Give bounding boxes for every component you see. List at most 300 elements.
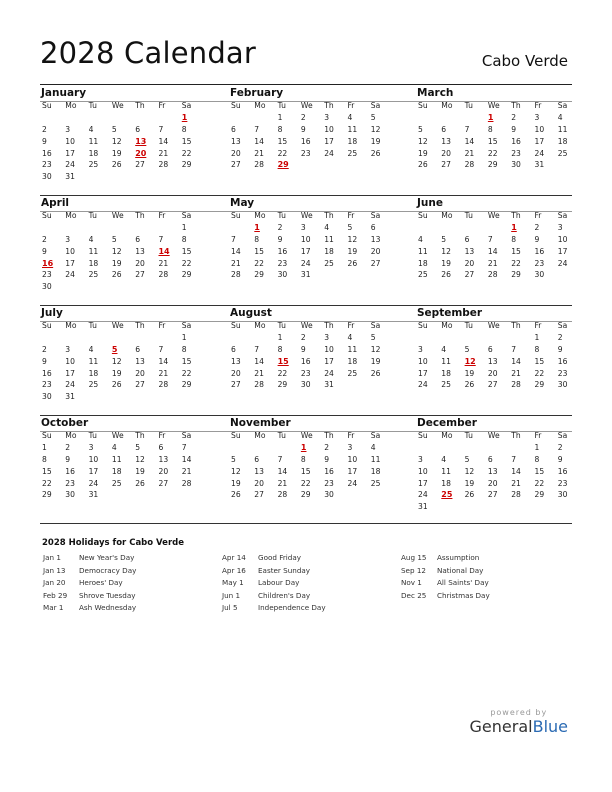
day-cell: 15 [181,356,192,366]
month-name: June [417,197,443,209]
day-cell: 13 [231,136,241,146]
holiday-date: Apr 14 [222,553,246,562]
day-cell: 24 [300,258,311,268]
day-cell: 21 [254,148,264,158]
day-cell: 19 [135,466,145,476]
day-cell: 23 [557,368,568,378]
day-cell: 26 [370,148,381,158]
empty-cell [416,112,439,124]
day-cell: 26 [135,478,145,488]
holiday-date: Jan 20 [43,578,66,587]
day-cell: 8 [300,454,306,464]
day-cell: 7 [158,124,164,134]
empty-cell [509,442,532,454]
day-cell: 23 [42,160,52,170]
day-cell: 4 [88,344,94,354]
day-cell: 30 [65,490,75,500]
day-cell: 30 [534,270,545,280]
day-cell: 20 [370,246,381,256]
day-cell: 19 [418,148,428,158]
day-cell: 11 [88,136,99,146]
day-cell: 7 [487,234,493,244]
day-cell: 1 [181,222,187,232]
day-cell: 3 [65,344,71,354]
weekday-header: Sa [557,211,568,220]
month-name: February [230,87,284,99]
day-cell: 27 [487,380,498,390]
day-cell: 9 [42,136,47,146]
day-cell: 21 [511,478,521,488]
day-cell: 29 [277,380,288,390]
day-cell: 5 [111,234,117,244]
day-cell: 23 [42,380,52,390]
month-name: May [230,197,255,209]
day-cell: 23 [42,270,52,280]
day-cell: 22 [181,148,192,158]
day-cell: 8 [181,234,187,244]
day-cell: 9 [42,246,47,256]
day-cell: 2 [65,442,71,452]
day-cell: 6 [231,344,236,354]
day-cell: 13 [441,136,451,146]
day-cell: 27 [231,160,241,170]
day-cell: 3 [324,332,330,342]
day-cell: 21 [254,368,264,378]
day-cell: 18 [418,258,428,268]
top-divider [40,84,572,85]
day-cell: 4 [88,234,94,244]
holiday-day: 1 [487,112,494,122]
weekday-header: Tu [277,321,286,330]
day-cell: 19 [111,148,122,158]
day-cell: 26 [441,270,451,280]
empty-cell [252,332,275,344]
day-cell: 8 [181,344,187,354]
month-name: July [41,307,63,319]
weekday-header: Fr [534,211,542,220]
day-cell: 1 [181,332,187,342]
day-cell: 28 [158,160,169,170]
month-name: September [417,307,483,319]
day-cell: 6 [158,442,164,452]
day-cell: 23 [557,478,568,488]
day-cell: 5 [135,442,141,452]
day-cell: 31 [418,502,428,512]
day-cell: 25 [441,380,451,390]
day-cell: 19 [370,136,381,146]
day-cell: 13 [254,466,264,476]
holiday-name: Democracy Day [79,565,137,575]
empty-cell [486,222,509,234]
day-cell: 10 [347,454,358,464]
weekday-header: We [300,211,313,220]
day-cell: 23 [511,148,521,158]
day-cell: 22 [487,148,498,158]
day-cell: 11 [441,466,451,476]
day-cell: 1 [534,442,540,452]
day-cell: 5 [231,454,236,464]
day-cell: 13 [487,356,498,366]
day-cell: 29 [534,490,545,500]
day-cell: 12 [111,246,122,256]
weekday-header: Su [42,101,52,110]
day-cell: 6 [254,454,260,464]
day-cell: 30 [42,172,52,182]
row-divider [40,305,572,306]
day-cell: 8 [254,234,260,244]
day-cell: 12 [464,466,475,476]
day-cell: 7 [231,234,236,244]
month-name: October [41,417,89,429]
day-cell: 15 [254,246,264,256]
weekday-header: Su [231,431,241,440]
day-cell: 17 [324,356,334,366]
day-cell: 20 [464,258,475,268]
weekday-header: Th [511,321,521,330]
day-cell: 29 [181,270,192,280]
day-cell: 8 [42,454,47,464]
weekday-header: We [487,101,500,110]
holiday-day: 1 [511,222,517,232]
holiday-row [401,552,576,565]
weekday-header: We [300,431,313,440]
weekday-header: Fr [158,211,166,220]
holiday-row [222,552,397,565]
day-cell: 23 [324,478,334,488]
day-cell: 29 [42,490,52,500]
day-cell: 19 [231,478,241,488]
day-cell: 22 [181,258,192,268]
holiday-day: 1 [181,112,188,122]
brand-name-blue: Blue [532,717,568,736]
holiday-date: Feb 29 [43,590,68,600]
holiday-row [401,577,576,590]
day-cell: 12 [111,356,122,366]
empty-cell [87,112,110,124]
day-cell: 29 [511,270,521,280]
day-cell: 27 [135,270,145,280]
day-cell: 27 [464,270,475,280]
day-cell: 30 [557,490,568,500]
holiday-name: Independence Day [258,603,326,612]
day-cell: 25 [324,258,334,268]
day-cell: 28 [254,160,264,170]
day-cell: 25 [557,148,568,158]
day-cell: 18 [441,368,451,378]
weekday-header: Su [231,211,241,220]
day-cell: 20 [441,148,451,158]
day-cell: 4 [324,222,330,232]
day-cell: 18 [88,258,99,268]
holiday-day: 5 [111,344,118,354]
day-cell: 19 [464,368,475,378]
day-cell: 24 [65,380,75,390]
weekday-header: Sa [370,211,381,220]
day-cell: 13 [487,466,498,476]
day-cell: 27 [135,380,145,390]
weekday-header: Mo [254,431,266,440]
empty-cell [110,112,133,124]
day-cell: 17 [418,478,428,488]
holiday-column [401,552,576,602]
day-cell: 14 [511,466,521,476]
holiday-day: 1 [300,442,307,452]
day-cell: 13 [231,356,241,366]
day-cell: 27 [254,490,264,500]
day-cell: 16 [324,466,334,476]
holiday-name: Children's Day [258,590,311,600]
weekday-header: Mo [65,101,77,110]
day-cell: 10 [324,124,334,134]
empty-cell [463,112,486,124]
weekday-header: Tu [277,211,286,220]
day-cell: 24 [324,148,334,158]
day-cell: 15 [181,136,192,146]
day-cell: 4 [370,442,376,452]
day-cell: 7 [254,124,260,134]
day-cell: 18 [370,466,381,476]
day-cell: 28 [181,478,192,488]
day-cell: 12 [370,124,381,134]
empty-cell [156,222,179,234]
day-cell: 2 [42,344,47,354]
day-cell: 20 [158,466,169,476]
day-cell: 19 [111,368,122,378]
empty-cell [110,222,133,234]
day-cell: 21 [158,148,169,158]
day-cell: 6 [441,124,447,134]
holiday-name: Christmas Day [437,590,490,600]
weekday-header: Th [324,101,334,110]
day-cell: 12 [231,466,241,476]
day-cell: 9 [300,344,306,354]
day-cell: 7 [158,344,164,354]
holidays-title: 2028 Holidays for Cabo Verde [42,538,184,548]
weekday-header: Sa [370,431,381,440]
day-cell: 14 [277,466,288,476]
holiday-day: 1 [254,222,260,232]
weekday-header: Mo [441,101,453,110]
day-cell: 30 [324,490,334,500]
day-cell: 10 [65,136,75,146]
day-cell: 12 [441,246,451,256]
weekday-header: Sa [370,101,381,110]
day-cell: 14 [158,356,169,366]
weekday-header: Th [135,321,145,330]
empty-cell [229,332,252,344]
weekday-header: We [487,211,500,220]
day-cell: 30 [300,380,311,390]
day-cell: 11 [418,246,428,256]
day-cell: 6 [370,222,376,232]
day-cell: 20 [487,478,498,488]
weekday-header: Sa [557,321,568,330]
holiday-date: Aug 15 [401,553,427,562]
day-cell: 13 [158,454,169,464]
weekday-header: We [111,211,124,220]
day-cell: 20 [254,478,264,488]
day-cell: 17 [65,258,75,268]
day-cell: 17 [324,136,334,146]
weekday-header: Fr [534,431,542,440]
weekday-header: Fr [534,101,542,110]
month-grid [40,430,198,501]
day-cell: 22 [511,258,521,268]
weekday-header: Mo [65,211,77,220]
weekday-header: Su [418,211,428,220]
weekday-header: Th [135,101,145,110]
day-cell: 31 [65,392,75,402]
holiday-day: 20 [135,148,147,158]
day-cell: 6 [487,344,493,354]
month-name-underline [40,321,572,322]
empty-cell [87,332,110,344]
weekday-header: Sa [181,211,192,220]
holiday-row [222,565,397,578]
month-august [229,306,387,391]
empty-cell [486,442,509,454]
day-cell: 9 [557,344,563,354]
empty-cell [463,332,486,344]
weekday-header: Su [231,321,241,330]
weekday-header: Tu [464,431,473,440]
day-cell: 28 [254,380,264,390]
day-cell: 22 [277,368,288,378]
month-grid [40,210,198,293]
day-cell: 11 [557,124,568,134]
day-cell: 27 [158,478,169,488]
day-cell: 7 [511,344,517,354]
holiday-name: Shrove Tuesday [79,590,136,600]
day-cell: 30 [277,270,288,280]
day-cell: 25 [347,368,358,378]
holiday-day: 29 [277,160,289,170]
day-cell: 29 [300,490,311,500]
day-cell: 20 [487,368,498,378]
day-cell: 2 [42,234,47,244]
month-grid [416,100,574,171]
day-cell: 12 [418,136,428,146]
row-divider [40,523,572,524]
holiday-name: National Day [437,565,484,575]
day-cell: 26 [464,380,475,390]
day-cell: 15 [300,466,311,476]
day-cell: 3 [324,112,330,122]
weekday-header: Fr [347,321,355,330]
day-cell: 8 [534,454,540,464]
day-cell: 26 [418,160,428,170]
holiday-date: Jan 13 [43,565,66,575]
day-cell: 30 [42,392,52,402]
day-cell: 18 [88,148,99,158]
day-cell: 8 [487,124,493,134]
day-cell: 22 [42,478,52,488]
day-cell: 9 [534,234,540,244]
weekday-header: Sa [370,321,381,330]
empty-cell [252,442,275,454]
day-cell: 3 [534,112,540,122]
day-cell: 2 [277,222,283,232]
holiday-row [222,577,397,590]
weekday-header: Su [418,101,428,110]
day-cell: 17 [418,368,428,378]
month-name: November [230,417,291,429]
holiday-row [43,565,218,578]
holiday-name: Assumption [437,553,480,562]
day-cell: 10 [534,124,545,134]
day-cell: 25 [347,148,358,158]
day-cell: 18 [557,136,568,146]
row-divider [40,415,572,416]
day-cell: 10 [418,466,428,476]
month-november [229,416,387,501]
empty-cell [416,332,439,344]
day-cell: 4 [441,344,447,354]
day-cell: 19 [347,246,358,256]
day-cell: 21 [231,258,241,268]
day-cell: 4 [111,442,117,452]
day-cell: 2 [300,332,306,342]
empty-cell [229,442,252,454]
day-cell: 1 [277,332,283,342]
weekday-header: Fr [347,431,355,440]
holiday-column [43,552,218,615]
weekday-header: Th [511,211,521,220]
weekday-header: Fr [534,321,542,330]
day-cell: 3 [65,124,71,134]
weekday-header: Mo [254,101,266,110]
day-cell: 21 [158,368,169,378]
day-cell: 12 [347,234,358,244]
holiday-date: May 1 [222,578,244,587]
day-cell: 7 [254,344,260,354]
day-cell: 16 [300,356,311,366]
brand-name-general: General [469,717,533,736]
day-cell: 2 [557,332,563,342]
day-cell: 6 [487,454,493,464]
weekday-header: We [111,321,124,330]
weekday-header: Th [511,431,521,440]
day-cell: 4 [88,124,94,134]
weekday-header: Tu [464,321,473,330]
weekday-header: Sa [181,321,192,330]
weekday-header: We [300,101,313,110]
day-cell: 8 [277,124,283,134]
weekday-header: Mo [65,431,77,440]
day-cell: 25 [88,160,99,170]
day-cell: 26 [347,258,358,268]
empty-cell [63,332,86,344]
day-cell: 27 [135,160,145,170]
day-cell: 11 [324,234,334,244]
day-cell: 11 [88,356,99,366]
empty-cell [463,442,486,454]
holiday-name: All Saints' Day [437,578,489,587]
day-cell: 18 [347,356,358,366]
row-divider [40,195,572,196]
day-cell: 23 [534,258,545,268]
day-cell: 23 [277,258,288,268]
day-cell: 28 [511,380,521,390]
day-cell: 17 [557,246,568,256]
month-grid [229,320,387,391]
holiday-name: Heroes' Day [79,578,123,587]
weekday-header: Sa [557,101,568,110]
weekday-header: Tu [277,101,286,110]
weekday-header: Su [42,431,52,440]
day-cell: 26 [111,270,122,280]
brand-name [470,717,568,736]
